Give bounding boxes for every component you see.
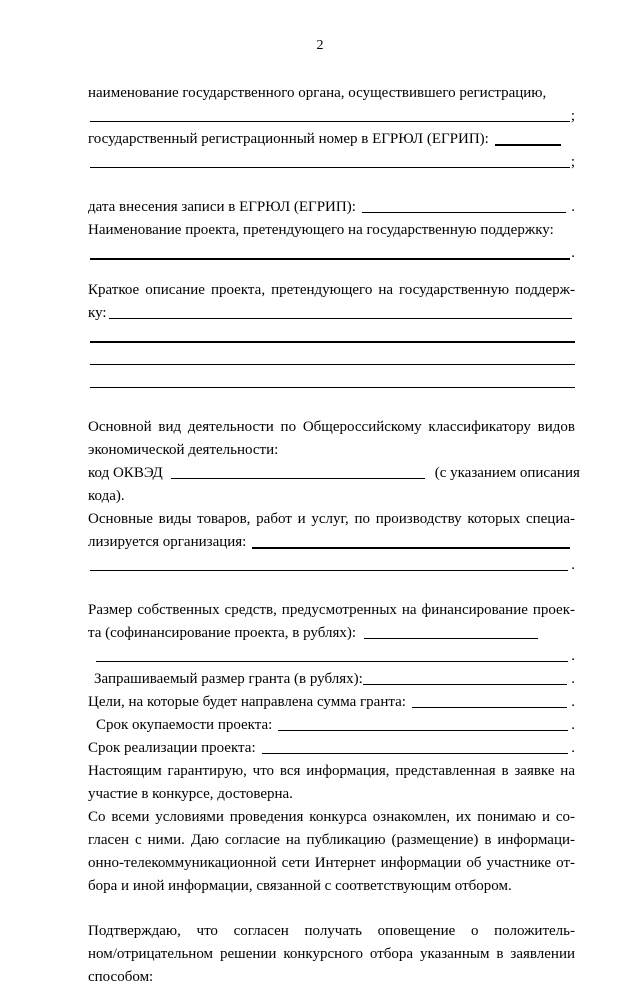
form-line [88,302,575,325]
form-line [88,128,575,151]
payback-period-field[interactable] [278,714,568,731]
form-line [88,783,575,806]
grant-amount-label: Запрашиваемый размер гранта (в рублях): [94,671,363,687]
form-line [88,622,575,645]
own-funds-field-continued[interactable] [96,645,568,662]
main-products-field[interactable] [252,531,570,549]
form-line: ; [88,105,575,128]
form-line [88,82,575,105]
project-description-field-line[interactable] [90,371,575,388]
guarantee-text-continued: участие в конкурсе, достоверна. [88,786,293,802]
grant-amount-field[interactable] [363,668,567,685]
registration-authority-label: наименование государственного органа, осуществившего регистрацию, [88,85,547,101]
notification-consent-text-continued: ном/отрицательном решении конкурсного отбора указанным в заявлении [88,946,575,962]
own-funds-label-continued: та (софинансирование проекта, в рублях): [88,625,357,641]
own-funds-field[interactable] [364,622,538,639]
registration-number-field[interactable] [495,128,561,146]
project-description-label-continued: ку: [88,305,107,321]
form-line [88,943,575,966]
project-description-field-line[interactable] [90,325,575,343]
main-products-label-continued: лизируется организация: [88,534,247,550]
form-line [88,462,580,485]
okved-main-activity-label-continued: экономической деятельности: [88,442,279,458]
form-line [88,439,575,462]
own-funds-label: Размер собственных средств, предусмотренных на финансирование проек- [88,602,575,618]
form-line [88,920,575,943]
project-description-field[interactable] [109,302,572,319]
record-date-field[interactable] [362,196,566,213]
notification-consent-text-continued: способом: [88,969,154,985]
form-line [88,219,575,242]
form-line: . [88,645,575,668]
consent-text-continued: онно-телекоммуникационной сети Интернет информации об участнике от- [88,855,575,871]
form-line [88,416,575,439]
form-line [88,279,575,302]
implementation-period-field[interactable] [262,737,569,754]
form-line: Срок реализации проекта: . [88,737,575,760]
form-line [88,325,575,348]
form-line: Срок окупаемости проекта: . [88,714,575,737]
project-name-label: Наименование проекта, претендующего на государственную поддержку: [88,222,554,238]
form-line: ; [88,151,575,174]
project-name-field[interactable] [90,242,570,260]
okved-code-note-continued: кода). [88,488,125,504]
form-line [88,966,575,989]
form-line [88,875,575,898]
notification-consent-text: Подтверждаю, что согласен получать оповещение о положитель- [88,923,575,939]
project-description-label: Краткое описание проекта, претендующего на государственную поддерж- [88,282,575,298]
form-line [88,760,575,783]
okved-code-label: код ОКВЭД [88,465,163,481]
registration-authority-field[interactable] [90,105,570,122]
form-line [88,829,575,852]
registration-number-label: государственный регистрационный номер в ЕГРЮЛ (ЕГРИП): [88,131,489,147]
form-line [88,371,575,394]
form-line [88,531,575,554]
okved-code-field[interactable] [171,462,425,479]
application-form-body [88,82,580,989]
okved-main-activity-label: Основной вид деятельности по Общероссийскому классификатору видов [88,419,575,435]
record-date-label: дата внесения записи в ЕГРЮЛ (ЕГРИП): [88,199,356,215]
form-line [88,806,575,829]
grant-purpose-label: Цели, на которые будет направлена сумма гранта: [88,694,406,710]
form-line [88,485,575,508]
form-line [88,348,575,371]
form-line: . [88,554,575,577]
form-line [88,852,575,875]
implementation-period-label: Срок реализации проекта: [88,740,256,756]
guarantee-text: Настоящим гарантирую, что вся информация, представленная в заявке на [88,763,575,779]
form-line: Цели, на которые будет направлена сумма гранта: . [88,691,575,714]
consent-text: Со всеми условиями проведения конкурса ознакомлен, их понимаю и со- [88,809,575,825]
okved-code-note: (с указанием описания [434,465,580,481]
project-description-field-line[interactable] [90,348,575,365]
main-products-label: Основные виды товаров, работ и услуг, по производству которых специа- [88,511,575,527]
consent-text-continued: бора и иной информации, связанной с соответствующим отбором. [88,878,512,894]
payback-period-label: Срок окупаемости проекта: [96,717,273,733]
page-number: 2 [316,38,324,53]
main-products-field-continued[interactable] [90,554,568,571]
consent-text-continued: гласен с ними. Даю согласие на публикацию (размещение) в информаци- [88,832,575,848]
form-line: . [88,242,575,265]
grant-purpose-field[interactable] [412,691,567,708]
form-line: дата внесения записи в ЕГРЮЛ (ЕГРИП): . [88,196,575,219]
form-line [88,599,575,622]
form-line [88,508,575,531]
form-line: Запрашиваемый размер гранта (в рублях): . [88,668,575,691]
registration-number-field-continued[interactable] [90,151,570,168]
